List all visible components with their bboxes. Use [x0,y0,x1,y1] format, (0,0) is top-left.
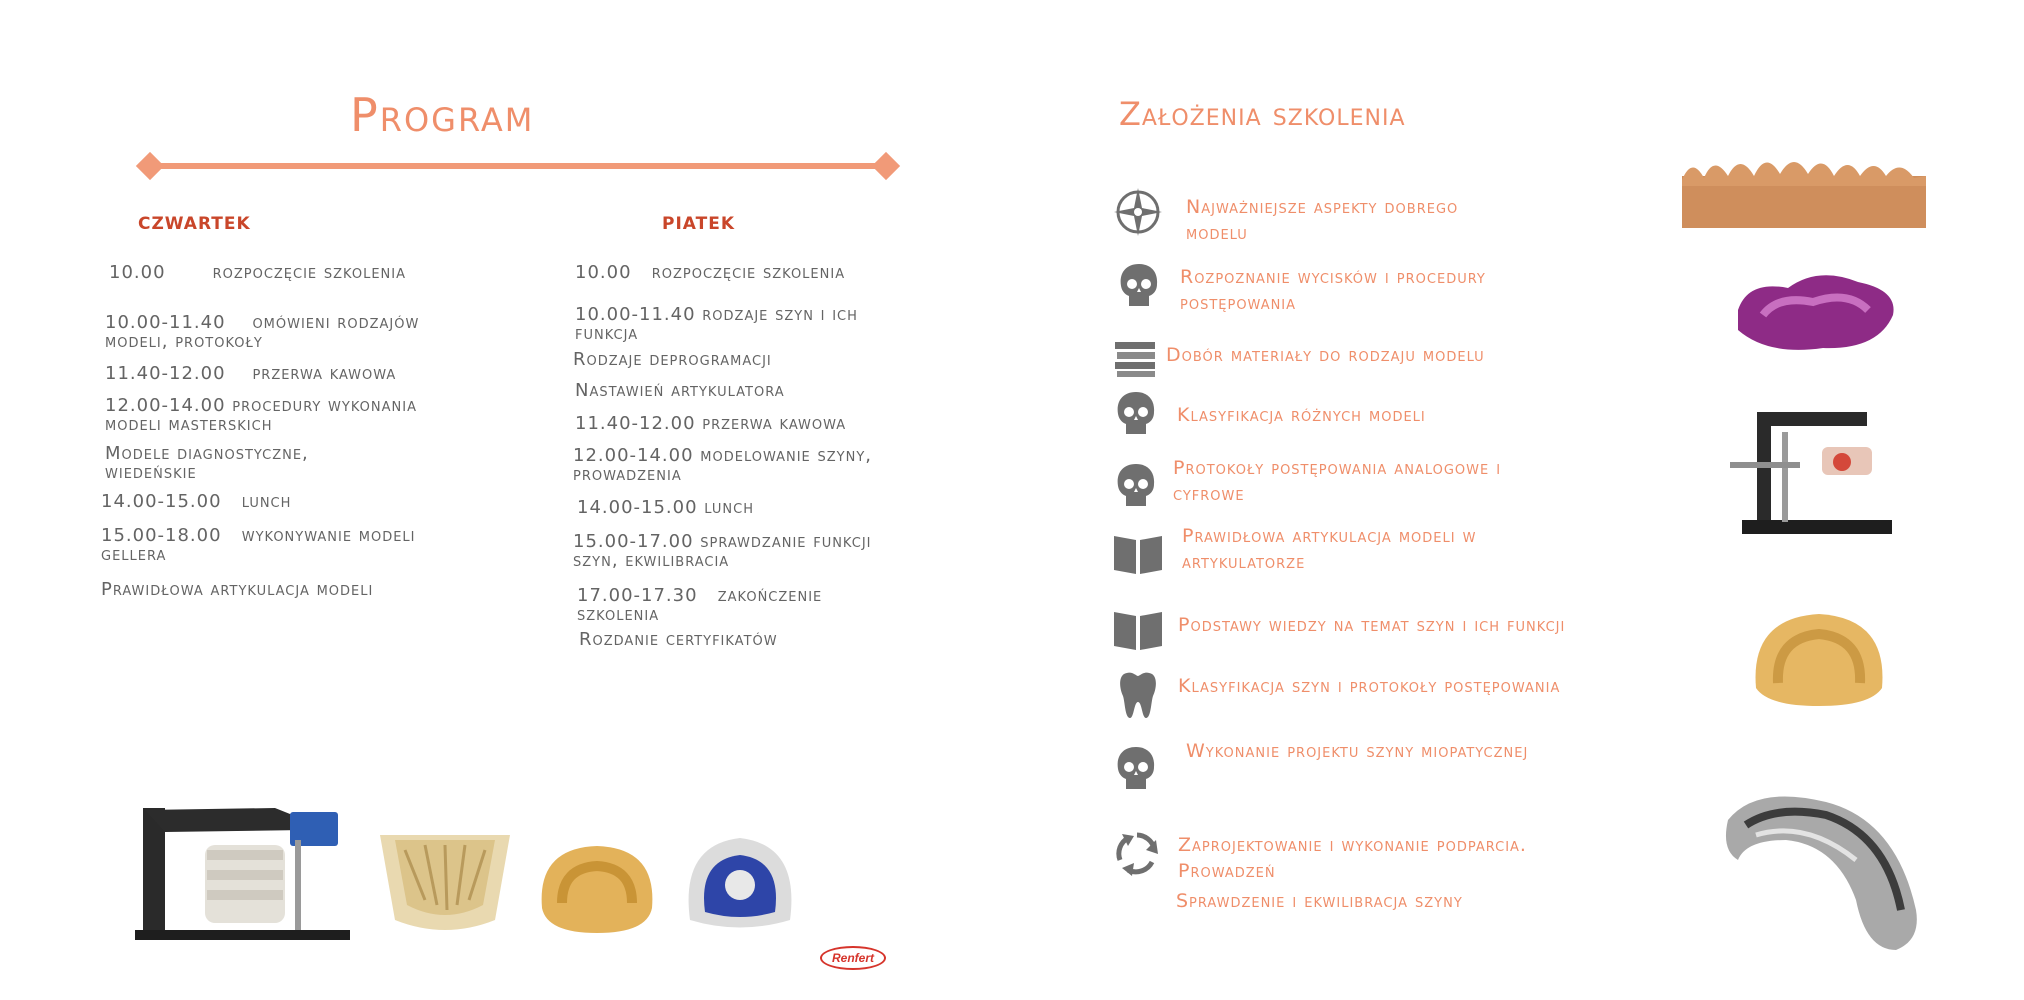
schedule-item: 10.00-11.40 omówieni rodzajów modeli, protokoły [105,312,420,352]
divider-diamond-left [136,152,164,180]
goal-item: Podstawy wiedzy na temat szyn i ich funkcji [1178,614,1566,636]
dental-arch-photo [1750,608,1888,708]
schedule-item: 14.00-15.00 lunch [101,491,292,512]
articulator-photo [135,790,350,940]
skull-icon [1117,262,1161,312]
articulator-side-photo [1722,392,1900,542]
goal-item: Wykonanie projektu szyny miopatycznej [1186,740,1529,762]
goal-item: Klasyfikacja różnych modeli [1177,404,1426,426]
splint-photo [1716,790,1926,955]
divider-diamond-right [872,152,900,180]
schedule-item: Rozdanie certyfikatów [579,629,778,650]
skull-icon [1114,390,1158,440]
dental-cast-photo [532,838,662,938]
impression-photo [1728,270,1908,360]
renfert-logo: Renfert [820,946,886,970]
schedule-item: 15.00-17.00 sprawdzanie funkcji szyn, ekwilibracia [573,531,872,571]
schedule-item: 15.00-18.00 wykonywanie modeli gellera [101,525,416,565]
compass-icon [1112,186,1164,238]
goal-item: Sprawdzenie i ekwilibracja szyny [1176,890,1463,912]
goal-item: Zaprojektowanie i wykonanie podparcia. Prowadzeń [1178,834,1527,882]
schedule-item: 10.00 rozpoczęcie szkolenia [109,262,406,283]
schedule-item: 14.00-15.00 lunch [577,497,754,518]
schedule-item: Nastawień artykulatora [575,380,785,401]
schedule-item: Prawidłowa artykulacja modeli [101,579,374,600]
goals-title: Założenia szkolenia [1119,95,1406,133]
gypsum-model-photo [375,830,515,940]
goal-item: Protokoły postępowania analogowe i cyfrowe [1173,457,1502,505]
blue-tray-photo [680,830,800,938]
schedule-item: 11.40-12.00 przerwa kawowa [105,363,397,384]
day-heading-thursday: czwartek [138,207,251,235]
schedule-item: Modele diagnostyczne, wiedeńskie [105,443,309,483]
schedule-item: Rodzaje deprogramacji [573,349,772,370]
model-teeth-photo [1682,146,1926,232]
day-heading-friday: piatek [662,207,736,235]
schedule-item: 10.00 rozpoczęcie szkolenia [575,262,846,283]
title-divider [146,163,886,169]
schedule-item: 12.00-14.00 modelowanie szyny, prowadzenia [573,445,872,485]
program-title: Program [350,88,535,142]
schedule-item: 12.00-14.00 procedury wykonania modeli masterskich [105,395,417,435]
schedule-item: 10.00-11.40 rodzaje szyn i ich funkcja [575,304,858,344]
tooth-icon [1118,670,1158,720]
goal-item: Klasyfikacja szyn i protokoły postępowania [1178,675,1561,697]
goal-item: Rozpoznanie wycisków i procedury postępowania [1180,266,1486,314]
goal-item: Prawidłowa artykulacja modeli w artykulatorze [1182,525,1477,573]
skull-icon [1114,462,1158,512]
book-icon [1112,530,1164,576]
skull-icon [1114,745,1158,795]
schedule-item: 17.00-17.30 zakończenie szkolenia [577,585,823,625]
goal-item: Najważniejsze aspekty dobrego modelu [1186,196,1459,244]
recycle-icon [1114,830,1160,876]
book-icon [1112,606,1164,652]
goal-item: Dobór materiały do rodzaju modelu [1166,344,1485,366]
books-icon [1113,338,1157,378]
schedule-item: 11.40-12.00 przerwa kawowa [575,413,847,434]
